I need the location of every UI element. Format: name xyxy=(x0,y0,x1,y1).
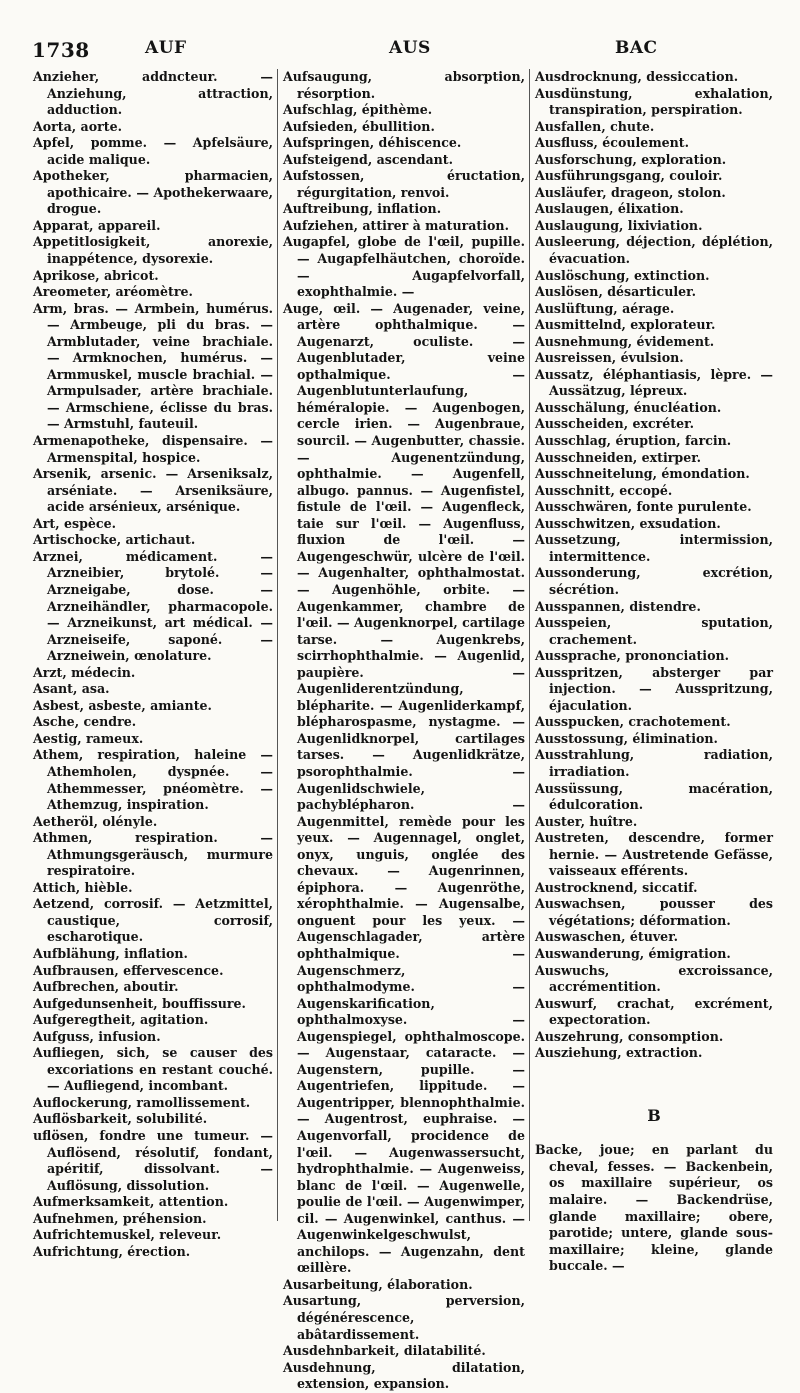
dictionary-entry: Areometer, aréomètre. xyxy=(33,284,193,300)
dictionary-entry: Auswaschen, étuver. xyxy=(535,929,679,945)
running-head xyxy=(32,38,768,66)
dictionary-entry: Aufsieden, ébullition. xyxy=(283,118,435,134)
column-right xyxy=(535,69,773,1275)
dictionary-entry: Ausleerung, déjection, déplétion, évacuation. xyxy=(535,234,773,267)
dictionary-entry: Asant, asa. xyxy=(33,681,110,697)
dictionary-entry: Auszehrung, consomption. xyxy=(535,1028,724,1044)
dictionary-entry: Auslaugen, élixation. xyxy=(535,201,684,217)
dictionary-entry: Ausnehmung, évidement. xyxy=(535,333,715,349)
dictionary-entry: Aussetzung, intermission, intermittence. xyxy=(535,532,773,564)
column-left xyxy=(33,69,273,1260)
dictionary-entry: Aufrichtemuskel, releveur. xyxy=(33,1227,222,1243)
dictionary-entry: Backe, joue; en parlant du cheval, fesses. — Backenbein, os maxillaire supérieur, os malaire. — Backendrüse, glande maxillaire; obere, parotide; untere, glande sous-maxillaire; kleine, glande buccale. — xyxy=(535,1142,773,1274)
dictionary-entry: Aufziehen, attirer à maturation. xyxy=(283,217,509,233)
dictionary-entry: Art, espèce. xyxy=(33,515,116,531)
dictionary-entry: Ausdrocknung, dessiccation. xyxy=(535,69,739,84)
dictionary-entry: Aestig, rameux. xyxy=(33,730,144,746)
column-middle xyxy=(283,69,525,1393)
dictionary-entry: Auftreibung, inflation. xyxy=(283,201,442,217)
dictionary-entry: Ausscheiden, excréter. xyxy=(535,416,695,432)
dictionary-entry: Arsenik, arsenic. — Arseniksalz, arséniate. — Arseniksäure, acide arsénieux, arsénique. xyxy=(33,466,273,515)
column-divider xyxy=(277,69,278,1221)
dictionary-entry: Auslösen, désarticuler. xyxy=(535,284,697,300)
dictionary-entry: Aussüssung, macération, édulcoration. xyxy=(535,780,773,813)
dictionary-entry: Ausläufer, drageon, stolon. xyxy=(535,184,726,200)
right-guide-word: BAC xyxy=(615,38,658,58)
dictionary-entry: Auslaugung, lixiviation. xyxy=(535,217,703,233)
dictionary-entry: Ausschnitt, eccopé. xyxy=(535,482,673,498)
dictionary-entry: Aufgeregtheit, agitation. xyxy=(33,1012,209,1028)
dictionary-entry: Ausartung, perversion, dégénérescence, abâtardissement. xyxy=(283,1293,525,1342)
dictionary-entry: Armenapotheke, dispensaire. — Armenspital, hospice. xyxy=(33,433,273,465)
dictionary-entry: Athmen, respiration. — Athmungsgeräusch, murmure respiratoire. xyxy=(33,830,273,879)
dictionary-entry: Ausdehnung, dilatation, extension, expansion. xyxy=(283,1359,525,1392)
dictionary-entry: Aufbrechen, aboutir. xyxy=(33,979,179,995)
dictionary-entry: Aussprache, prononciation. xyxy=(535,648,730,664)
dictionary-entry: Appetitlosigkeit, anorexie, inappétence, dysorexie. xyxy=(33,234,273,267)
dictionary-entry: Asche, cendre. xyxy=(33,714,137,730)
left-guide-word: AUF xyxy=(145,38,187,58)
dictionary-entry: Asbest, asbeste, amiante. xyxy=(33,697,212,713)
dictionary-entry: Artischocke, artichaut. xyxy=(33,532,196,548)
dictionary-entry: Aufspringen, déhiscence. xyxy=(283,135,462,151)
dictionary-entry: Auslöschung, extinction. xyxy=(535,267,710,283)
dictionary-entry: Ausdehnbarkeit, dilatabilité. xyxy=(283,1343,486,1359)
column-divider xyxy=(529,69,530,1221)
dictionary-entry: Aufrichtung, érection. xyxy=(33,1243,191,1259)
dictionary-entry: Aetheröl, olényle. xyxy=(33,813,158,829)
dictionary-entry: Ausschlag, éruption, farcin. xyxy=(535,433,732,449)
dictionary-entry: Aufguss, infusion. xyxy=(33,1028,161,1044)
section-b-entries xyxy=(535,1142,773,1274)
dictionary-entry: Ausschwären, fonte purulente. xyxy=(535,499,752,515)
dictionary-entry: Austrocknend, siccatif. xyxy=(535,879,698,895)
dictionary-entry: Ausmittelnd, explorateur. xyxy=(535,317,716,333)
dictionary-entry: Ausspannen, distendre. xyxy=(535,598,701,614)
dictionary-entry: Aufnehmen, préhension. xyxy=(33,1210,207,1226)
dictionary-entry: Auswurf, crachat, excrément, expectoration. xyxy=(535,995,773,1028)
center-guide-word: AUS xyxy=(389,38,431,58)
dictionary-entry: Arznei, médicament. — Arzneibier, brytolé. — Arzneigabe, dose. — Arzneihändler, pharmacopole. — Arzneikunst, art médical. — Arzneiseife, saponé. — Arzneiwein, œnolature. xyxy=(33,548,273,664)
dictionary-entry: Augapfel, globe de l'œil, pupille. — Augapfelhäutchen, choroïde. — Augapfelvorfall, exophthalmie. — xyxy=(283,234,525,300)
dictionary-entry: Auswuchs, excroissance, accrémentition. xyxy=(535,962,773,995)
section-letter-b: B xyxy=(647,1105,661,1125)
dictionary-entry: Ausspeien, sputation, crachement. xyxy=(535,615,773,647)
dictionary-entry: Aufsaugung, absorption, résorption. xyxy=(283,69,525,101)
dictionary-entry: Aufgedunsenheit, bouffissure. xyxy=(33,995,246,1011)
dictionary-entry: Ausschneiden, extirper. xyxy=(535,449,702,465)
dictionary-entry: Apfel, pomme. — Apfelsäure, acide malique. xyxy=(33,135,273,167)
dictionary-entry: Arzt, médecin. xyxy=(33,664,136,680)
dictionary-entry: Auge, œil. — Augenader, veine, artère ophthalmique. — Augenarzt, oculiste. — Augenblutader, veine opthalmique. — Augenblutunterlaufung, héméralopie. — Augenbogen, cercle irien. — Augenbraue, sourcil. — Augenbutter, chassie. — Augenentzündung, ophthalmie. — Augenfell, albugo. pannus. — Augenfistel, fistule de l'œil. — Augenfleck, taie sur l'œil. — Augenfluss, fluxion de l'œil. — Augengeschwür, ulcère de l'œil. — Augenhalter, ophthalmostat. — Augenhöhle, orbite. — Augenkammer, chambre de l'œil. — Augenknorpel, cartilage tarse. — Augenkrebs, scirrhophthalmie. — Augenlid, paupière. — Augenliderentzündung, blépharite. — Augenliderkampf, blépharospasme, nystagme. — Augenlidknorpel, cartilages tarses. — Augenlidkrätze, psorophthalmie. — Augenlidschwiele, pachyblépharon. — Augenmittel, remède pour les yeux. — Augennagel, onglet, onyx, unguis, onglée des chevaux. — Augenrinnen, épiphora. — Augenröthe, xérophthalmie. — Augensalbe, onguent pour les yeux. — Augenschlagader, artère ophthalmique. — Augenschmerz, ophthalmodyme. — Augenskarification, ophthalmoxyse. — Augenspiegel, ophthalmoscope. — Augenstaar, cataracte. — Augenstern, pupille. — Augentriefen, lippitude. — Augentripper, blennophthalmie. — Augentrost, euphraise. — Augenvorfall, procidence de l'œil. — Augenwassersucht, hydrophthalmie. — Augenweiss, blanc de l'œil. — Augenwelle, poulie de l'œil. — Augenwimper, cil. — Augenwinkel, canthus. — Augenwinkelgeschwulst, anchilops. — Augenzahn, dent œillère. xyxy=(283,300,525,1276)
dictionary-entry: Auflösbarkeit, solubilité. xyxy=(33,1111,208,1127)
dictionary-entry: Ausführungsgang, couloir. xyxy=(535,168,723,184)
dictionary-entry: Ausstrahlung, radiation, irradiation. xyxy=(535,747,773,779)
dictionary-entry: uflösen, fondre une tumeur. — Auflösend, résolutif, fondant, apéritif, dissolvant. — Auflösung, dissolution. xyxy=(33,1128,273,1193)
dictionary-entry: Austreten, descendre, former hernie. — Austretende Gefässe, vaisseaux efférents. xyxy=(535,830,773,879)
dictionary-entry: Ausforschung, exploration. xyxy=(535,151,727,167)
dictionary-entry: Aufmerksamkeit, attention. xyxy=(33,1194,229,1210)
dictionary-entry: Apotheker, pharmacien, apothicaire. — Apothekerwaare, drogue. xyxy=(33,168,273,217)
dictionary-entry: Ausreissen, évulsion. xyxy=(535,350,684,366)
dictionary-entry: Auster, huître. xyxy=(535,813,638,829)
dictionary-entry: Aufschlag, épithème. xyxy=(283,102,433,118)
dictionary-entry: Aussatz, éléphantiasis, lèpre. — Aussätzug, lépreux. xyxy=(535,366,773,399)
dictionary-entry: Ausdünstung, exhalation, transpiration, perspiration. xyxy=(535,85,773,118)
dictionary-entry: Aetzend, corrosif. — Aetzmittel, caustique, corrosif, escharotique. xyxy=(33,896,273,945)
dictionary-entry: Aussonderung, excrétion, sécrétion. xyxy=(535,565,773,597)
dictionary-entry: Aufstossen, éructation, régurgitation, renvoi. xyxy=(283,168,525,200)
dictionary-entry: Ausschwitzen, exsudation. xyxy=(535,515,721,531)
dictionary-entry: Aprikose, abricot. xyxy=(33,267,159,283)
page-number: 1738 xyxy=(32,38,90,62)
dictionary-entry: Ausstossung, élimination. xyxy=(535,730,718,746)
dictionary-entry: Ausfluss, écoulement. xyxy=(535,135,690,151)
dictionary-entry: Ausspucken, crachotement. xyxy=(535,714,731,730)
dictionary-entry: Aufliegen, sich, se causer des excoriations en restant couché. — Aufliegend, incombant. xyxy=(33,1045,273,1094)
column-right-entries xyxy=(535,69,773,1062)
dictionary-entry: Arm, bras. — Armbein, humérus. — Armbeuge, pli du bras. — Armblutader, veine brachiale. — Armknochen, humérus. — Armmuskel, muscle brachial. — Armpulsader, artère brachiale. — Armschiene, éclisse du bras. — Armstuhl, fauteuil. xyxy=(33,300,273,432)
dictionary-entry: Auswanderung, émigration. xyxy=(535,945,731,961)
dictionary-entry: Aufbrausen, effervescence. xyxy=(33,962,224,978)
dictionary-entry: Ausfallen, chute. xyxy=(535,118,655,134)
dictionary-entry: Aufsteigend, ascendant. xyxy=(283,151,454,167)
dictionary-entry: Ausspritzen, absterger par injection. — Ausspritzung, éjaculation. xyxy=(535,664,773,713)
dictionary-entry: Attich, hièble. xyxy=(33,879,133,895)
dictionary-entry: Ausschneitelung, émondation. xyxy=(535,466,750,482)
dictionary-entry: Aorta, aorte. xyxy=(33,118,122,134)
dictionary-entry: Aufblähung, inflation. xyxy=(33,945,188,961)
dictionary-entry: Ausziehung, extraction. xyxy=(535,1045,703,1061)
dictionary-entry: Athem, respiration, haleine — Athemholen, dyspnée. — Athemmesser, pnéomètre. — Athemzug, inspiration. xyxy=(33,747,273,813)
dictionary-entry: Auslüftung, aérage. xyxy=(535,300,675,316)
dictionary-entry: Auflockerung, ramollissement. xyxy=(33,1094,251,1110)
dictionary-entry: Anzieher, addncteur. — Anziehung, attraction, adduction. xyxy=(33,69,273,118)
dictionary-entry: Ausarbeitung, élaboration. xyxy=(283,1276,473,1292)
dictionary-entry: Auswachsen, pousser des végétations; déformation. xyxy=(535,896,773,928)
dictionary-entry: Apparat, appareil. xyxy=(33,217,161,233)
dictionary-entry: Ausschälung, énucléation. xyxy=(535,399,722,415)
